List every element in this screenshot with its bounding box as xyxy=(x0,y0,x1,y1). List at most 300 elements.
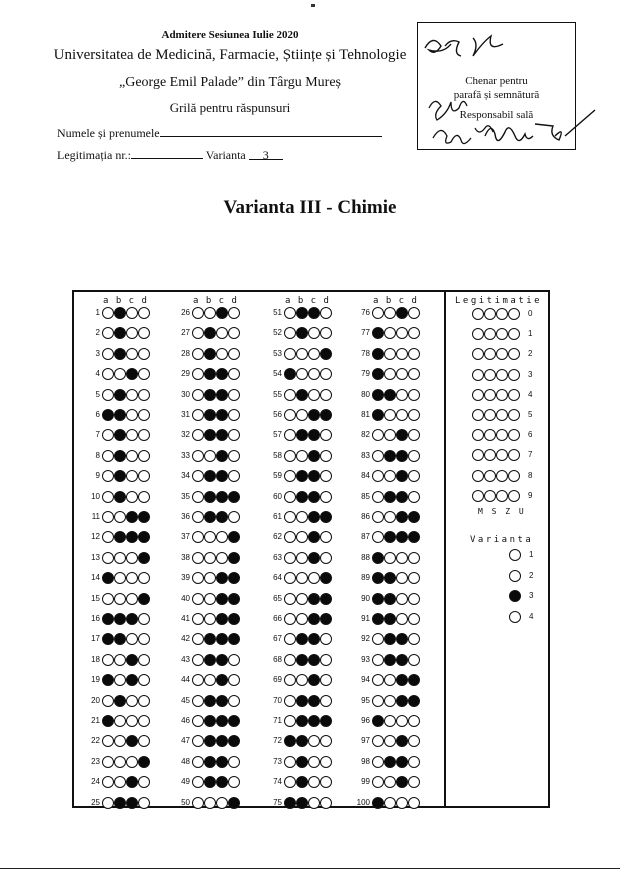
answer-bubble-45-b[interactable] xyxy=(204,695,216,707)
answer-bubble-40-c[interactable] xyxy=(216,593,228,605)
answer-bubble-55-c[interactable] xyxy=(308,389,320,401)
answer-bubble-55-b[interactable] xyxy=(296,389,308,401)
answer-bubble-37-d[interactable] xyxy=(228,531,240,543)
answer-bubble-58-c[interactable] xyxy=(308,450,320,462)
answer-bubble-55-d[interactable] xyxy=(320,389,332,401)
answer-bubble-17-a[interactable] xyxy=(102,633,114,645)
answer-bubble-50-b[interactable] xyxy=(204,797,216,809)
answer-bubble-61-c[interactable] xyxy=(308,511,320,523)
answer-bubble-100-b[interactable] xyxy=(384,797,396,809)
answer-bubble-11-d[interactable] xyxy=(138,511,150,523)
answer-bubble-24-c[interactable] xyxy=(126,776,138,788)
answer-bubble-12-b[interactable] xyxy=(114,531,126,543)
answer-bubble-76-a[interactable] xyxy=(372,307,384,319)
answer-bubble-30-d[interactable] xyxy=(228,389,240,401)
answer-bubble-13-c[interactable] xyxy=(126,552,138,564)
answer-bubble-66-b[interactable] xyxy=(296,613,308,625)
answer-bubble-71-b[interactable] xyxy=(296,715,308,727)
answer-bubble-40-b[interactable] xyxy=(204,593,216,605)
legitimatie-bubble-8-3[interactable] xyxy=(496,470,508,482)
answer-bubble-23-a[interactable] xyxy=(102,756,114,768)
answer-bubble-6-c[interactable] xyxy=(126,409,138,421)
answer-bubble-2-a[interactable] xyxy=(102,327,114,339)
answer-bubble-91-d[interactable] xyxy=(408,613,420,625)
answer-bubble-31-c[interactable] xyxy=(216,409,228,421)
answer-bubble-90-c[interactable] xyxy=(396,593,408,605)
answer-bubble-92-b[interactable] xyxy=(384,633,396,645)
answer-bubble-42-c[interactable] xyxy=(216,633,228,645)
answer-bubble-80-c[interactable] xyxy=(396,389,408,401)
answer-bubble-1-d[interactable] xyxy=(138,307,150,319)
answer-bubble-61-b[interactable] xyxy=(296,511,308,523)
answer-bubble-18-c[interactable] xyxy=(126,654,138,666)
answer-bubble-26-c[interactable] xyxy=(216,307,228,319)
answer-bubble-5-d[interactable] xyxy=(138,389,150,401)
answer-bubble-64-c[interactable] xyxy=(308,572,320,584)
answer-bubble-64-b[interactable] xyxy=(296,572,308,584)
answer-bubble-24-b[interactable] xyxy=(114,776,126,788)
answer-bubble-46-b[interactable] xyxy=(204,715,216,727)
answer-bubble-89-b[interactable] xyxy=(384,572,396,584)
answer-bubble-54-a[interactable] xyxy=(284,368,296,380)
answer-bubble-44-c[interactable] xyxy=(216,674,228,686)
answer-bubble-54-b[interactable] xyxy=(296,368,308,380)
answer-bubble-100-a[interactable] xyxy=(372,797,384,809)
answer-bubble-6-b[interactable] xyxy=(114,409,126,421)
answer-bubble-83-c[interactable] xyxy=(396,450,408,462)
varianta-bubble-3[interactable] xyxy=(509,590,521,602)
answer-bubble-49-d[interactable] xyxy=(228,776,240,788)
answer-bubble-7-b[interactable] xyxy=(114,429,126,441)
answer-bubble-65-a[interactable] xyxy=(284,593,296,605)
answer-bubble-40-a[interactable] xyxy=(192,593,204,605)
name-field[interactable] xyxy=(57,125,382,141)
answer-bubble-7-a[interactable] xyxy=(102,429,114,441)
answer-bubble-25-d[interactable] xyxy=(138,797,150,809)
answer-bubble-97-a[interactable] xyxy=(372,735,384,747)
answer-bubble-59-c[interactable] xyxy=(308,470,320,482)
answer-bubble-98-a[interactable] xyxy=(372,756,384,768)
answer-bubble-18-b[interactable] xyxy=(114,654,126,666)
answer-bubble-18-a[interactable] xyxy=(102,654,114,666)
answer-bubble-43-d[interactable] xyxy=(228,654,240,666)
answer-bubble-77-c[interactable] xyxy=(396,327,408,339)
answer-bubble-25-c[interactable] xyxy=(126,797,138,809)
answer-bubble-97-d[interactable] xyxy=(408,735,420,747)
answer-bubble-9-d[interactable] xyxy=(138,470,150,482)
answer-bubble-57-c[interactable] xyxy=(308,429,320,441)
legitimatie-bubble-5-3[interactable] xyxy=(496,409,508,421)
answer-bubble-52-c[interactable] xyxy=(308,327,320,339)
answer-bubble-33-d[interactable] xyxy=(228,450,240,462)
answer-bubble-34-d[interactable] xyxy=(228,470,240,482)
answer-bubble-68-a[interactable] xyxy=(284,654,296,666)
answer-bubble-10-c[interactable] xyxy=(126,491,138,503)
answer-bubble-66-a[interactable] xyxy=(284,613,296,625)
answer-bubble-70-b[interactable] xyxy=(296,695,308,707)
answer-bubble-69-a[interactable] xyxy=(284,674,296,686)
answer-bubble-67-a[interactable] xyxy=(284,633,296,645)
answer-bubble-90-d[interactable] xyxy=(408,593,420,605)
legitimatie-bubble-3-2[interactable] xyxy=(484,369,496,381)
answer-bubble-26-a[interactable] xyxy=(192,307,204,319)
answer-bubble-54-c[interactable] xyxy=(308,368,320,380)
answer-bubble-73-a[interactable] xyxy=(284,756,296,768)
answer-bubble-75-d[interactable] xyxy=(320,797,332,809)
answer-bubble-5-b[interactable] xyxy=(114,389,126,401)
answer-bubble-60-b[interactable] xyxy=(296,491,308,503)
legitimatie-bubble-3-3[interactable] xyxy=(496,369,508,381)
name-input-line[interactable] xyxy=(160,125,382,137)
answer-bubble-25-a[interactable] xyxy=(102,797,114,809)
answer-bubble-48-a[interactable] xyxy=(192,756,204,768)
legitimatie-bubble-0-2[interactable] xyxy=(484,308,496,320)
answer-bubble-68-c[interactable] xyxy=(308,654,320,666)
answer-bubble-10-a[interactable] xyxy=(102,491,114,503)
answer-bubble-28-d[interactable] xyxy=(228,348,240,360)
answer-bubble-19-c[interactable] xyxy=(126,674,138,686)
answer-bubble-62-a[interactable] xyxy=(284,531,296,543)
answer-bubble-78-c[interactable] xyxy=(396,348,408,360)
answer-bubble-29-b[interactable] xyxy=(204,368,216,380)
answer-bubble-15-b[interactable] xyxy=(114,593,126,605)
answer-bubble-29-d[interactable] xyxy=(228,368,240,380)
legitimatie-bubble-9-3[interactable] xyxy=(496,490,508,502)
answer-bubble-22-c[interactable] xyxy=(126,735,138,747)
answer-bubble-88-d[interactable] xyxy=(408,552,420,564)
answer-bubble-8-b[interactable] xyxy=(114,450,126,462)
answer-bubble-84-d[interactable] xyxy=(408,470,420,482)
answer-bubble-93-a[interactable] xyxy=(372,654,384,666)
answer-bubble-32-a[interactable] xyxy=(192,429,204,441)
answer-bubble-2-d[interactable] xyxy=(138,327,150,339)
answer-bubble-92-d[interactable] xyxy=(408,633,420,645)
answer-bubble-98-b[interactable] xyxy=(384,756,396,768)
answer-bubble-20-c[interactable] xyxy=(126,695,138,707)
answer-bubble-39-c[interactable] xyxy=(216,572,228,584)
answer-bubble-29-a[interactable] xyxy=(192,368,204,380)
answer-bubble-28-a[interactable] xyxy=(192,348,204,360)
id-field[interactable] xyxy=(57,147,283,163)
answer-bubble-20-d[interactable] xyxy=(138,695,150,707)
answer-bubble-95-c[interactable] xyxy=(396,695,408,707)
answer-bubble-78-b[interactable] xyxy=(384,348,396,360)
answer-bubble-10-d[interactable] xyxy=(138,491,150,503)
answer-bubble-56-b[interactable] xyxy=(296,409,308,421)
answer-bubble-39-a[interactable] xyxy=(192,572,204,584)
answer-bubble-31-d[interactable] xyxy=(228,409,240,421)
answer-bubble-30-a[interactable] xyxy=(192,389,204,401)
answer-bubble-47-d[interactable] xyxy=(228,735,240,747)
answer-bubble-8-c[interactable] xyxy=(126,450,138,462)
answer-bubble-73-d[interactable] xyxy=(320,756,332,768)
answer-bubble-43-c[interactable] xyxy=(216,654,228,666)
answer-bubble-52-d[interactable] xyxy=(320,327,332,339)
answer-bubble-61-d[interactable] xyxy=(320,511,332,523)
answer-bubble-60-a[interactable] xyxy=(284,491,296,503)
answer-bubble-56-c[interactable] xyxy=(308,409,320,421)
answer-bubble-71-d[interactable] xyxy=(320,715,332,727)
answer-bubble-79-c[interactable] xyxy=(396,368,408,380)
answer-bubble-83-a[interactable] xyxy=(372,450,384,462)
legitimatie-bubble-9-4[interactable] xyxy=(508,490,520,502)
answer-bubble-39-b[interactable] xyxy=(204,572,216,584)
answer-bubble-40-d[interactable] xyxy=(228,593,240,605)
answer-bubble-33-a[interactable] xyxy=(192,450,204,462)
answer-bubble-53-a[interactable] xyxy=(284,348,296,360)
legitimatie-bubble-8-1[interactable] xyxy=(472,470,484,482)
answer-bubble-71-a[interactable] xyxy=(284,715,296,727)
answer-bubble-2-c[interactable] xyxy=(126,327,138,339)
answer-bubble-50-d[interactable] xyxy=(228,797,240,809)
answer-bubble-19-d[interactable] xyxy=(138,674,150,686)
answer-bubble-32-c[interactable] xyxy=(216,429,228,441)
answer-bubble-70-a[interactable] xyxy=(284,695,296,707)
answer-bubble-38-b[interactable] xyxy=(204,552,216,564)
answer-bubble-66-c[interactable] xyxy=(308,613,320,625)
answer-bubble-34-a[interactable] xyxy=(192,470,204,482)
answer-bubble-58-b[interactable] xyxy=(296,450,308,462)
answer-bubble-59-a[interactable] xyxy=(284,470,296,482)
answer-bubble-82-a[interactable] xyxy=(372,429,384,441)
answer-bubble-55-a[interactable] xyxy=(284,389,296,401)
answer-bubble-68-b[interactable] xyxy=(296,654,308,666)
answer-bubble-72-a[interactable] xyxy=(284,735,296,747)
answer-bubble-28-c[interactable] xyxy=(216,348,228,360)
answer-bubble-21-a[interactable] xyxy=(102,715,114,727)
answer-bubble-70-c[interactable] xyxy=(308,695,320,707)
answer-bubble-72-b[interactable] xyxy=(296,735,308,747)
answer-bubble-65-c[interactable] xyxy=(308,593,320,605)
answer-bubble-51-a[interactable] xyxy=(284,307,296,319)
answer-bubble-59-d[interactable] xyxy=(320,470,332,482)
answer-bubble-84-c[interactable] xyxy=(396,470,408,482)
answer-bubble-51-b[interactable] xyxy=(296,307,308,319)
answer-bubble-63-c[interactable] xyxy=(308,552,320,564)
answer-bubble-88-b[interactable] xyxy=(384,552,396,564)
answer-bubble-17-b[interactable] xyxy=(114,633,126,645)
answer-bubble-93-b[interactable] xyxy=(384,654,396,666)
answer-bubble-41-c[interactable] xyxy=(216,613,228,625)
answer-bubble-50-a[interactable] xyxy=(192,797,204,809)
answer-bubble-85-c[interactable] xyxy=(396,491,408,503)
answer-bubble-76-c[interactable] xyxy=(396,307,408,319)
answer-bubble-22-a[interactable] xyxy=(102,735,114,747)
answer-bubble-92-a[interactable] xyxy=(372,633,384,645)
answer-bubble-43-a[interactable] xyxy=(192,654,204,666)
answer-bubble-75-b[interactable] xyxy=(296,797,308,809)
answer-bubble-9-a[interactable] xyxy=(102,470,114,482)
answer-bubble-73-b[interactable] xyxy=(296,756,308,768)
answer-bubble-83-d[interactable] xyxy=(408,450,420,462)
answer-bubble-86-c[interactable] xyxy=(396,511,408,523)
answer-bubble-47-a[interactable] xyxy=(192,735,204,747)
answer-bubble-67-d[interactable] xyxy=(320,633,332,645)
answer-bubble-47-b[interactable] xyxy=(204,735,216,747)
answer-bubble-72-c[interactable] xyxy=(308,735,320,747)
answer-bubble-78-d[interactable] xyxy=(408,348,420,360)
answer-bubble-4-a[interactable] xyxy=(102,368,114,380)
answer-bubble-74-c[interactable] xyxy=(308,776,320,788)
legitimatie-bubble-4-1[interactable] xyxy=(472,389,484,401)
answer-bubble-36-c[interactable] xyxy=(216,511,228,523)
answer-bubble-95-a[interactable] xyxy=(372,695,384,707)
legitimatie-bubble-8-4[interactable] xyxy=(508,470,520,482)
answer-bubble-86-d[interactable] xyxy=(408,511,420,523)
legitimatie-bubble-0-1[interactable] xyxy=(472,308,484,320)
answer-bubble-77-b[interactable] xyxy=(384,327,396,339)
legitimatie-bubble-5-4[interactable] xyxy=(508,409,520,421)
answer-bubble-23-d[interactable] xyxy=(138,756,150,768)
answer-bubble-53-b[interactable] xyxy=(296,348,308,360)
answer-bubble-8-d[interactable] xyxy=(138,450,150,462)
answer-bubble-59-b[interactable] xyxy=(296,470,308,482)
answer-bubble-53-c[interactable] xyxy=(308,348,320,360)
answer-bubble-84-b[interactable] xyxy=(384,470,396,482)
answer-bubble-87-d[interactable] xyxy=(408,531,420,543)
answer-bubble-96-b[interactable] xyxy=(384,715,396,727)
answer-bubble-35-b[interactable] xyxy=(204,491,216,503)
answer-bubble-100-d[interactable] xyxy=(408,797,420,809)
answer-bubble-24-a[interactable] xyxy=(102,776,114,788)
answer-bubble-69-c[interactable] xyxy=(308,674,320,686)
answer-bubble-11-b[interactable] xyxy=(114,511,126,523)
answer-bubble-34-c[interactable] xyxy=(216,470,228,482)
answer-bubble-13-b[interactable] xyxy=(114,552,126,564)
answer-bubble-67-b[interactable] xyxy=(296,633,308,645)
legitimatie-bubble-4-4[interactable] xyxy=(508,389,520,401)
answer-bubble-27-c[interactable] xyxy=(216,327,228,339)
answer-bubble-35-c[interactable] xyxy=(216,491,228,503)
answer-bubble-36-d[interactable] xyxy=(228,511,240,523)
answer-bubble-51-d[interactable] xyxy=(320,307,332,319)
answer-bubble-51-c[interactable] xyxy=(308,307,320,319)
answer-bubble-94-c[interactable] xyxy=(396,674,408,686)
varianta-bubble-4[interactable] xyxy=(509,611,521,623)
answer-bubble-9-b[interactable] xyxy=(114,470,126,482)
answer-bubble-43-b[interactable] xyxy=(204,654,216,666)
answer-bubble-28-b[interactable] xyxy=(204,348,216,360)
answer-bubble-2-b[interactable] xyxy=(114,327,126,339)
varianta-bubble-2[interactable] xyxy=(509,570,521,582)
answer-bubble-58-d[interactable] xyxy=(320,450,332,462)
answer-bubble-12-d[interactable] xyxy=(138,531,150,543)
legitimatie-bubble-5-1[interactable] xyxy=(472,409,484,421)
answer-bubble-80-d[interactable] xyxy=(408,389,420,401)
answer-bubble-24-d[interactable] xyxy=(138,776,150,788)
answer-bubble-64-d[interactable] xyxy=(320,572,332,584)
answer-bubble-16-c[interactable] xyxy=(126,613,138,625)
answer-bubble-45-d[interactable] xyxy=(228,695,240,707)
answer-bubble-99-d[interactable] xyxy=(408,776,420,788)
answer-bubble-71-c[interactable] xyxy=(308,715,320,727)
answer-bubble-32-b[interactable] xyxy=(204,429,216,441)
answer-bubble-56-a[interactable] xyxy=(284,409,296,421)
answer-bubble-64-a[interactable] xyxy=(284,572,296,584)
answer-bubble-1-c[interactable] xyxy=(126,307,138,319)
answer-bubble-67-c[interactable] xyxy=(308,633,320,645)
answer-bubble-7-d[interactable] xyxy=(138,429,150,441)
answer-bubble-70-d[interactable] xyxy=(320,695,332,707)
answer-bubble-41-a[interactable] xyxy=(192,613,204,625)
answer-bubble-95-b[interactable] xyxy=(384,695,396,707)
answer-bubble-5-c[interactable] xyxy=(126,389,138,401)
answer-bubble-90-b[interactable] xyxy=(384,593,396,605)
legitimatie-bubble-4-2[interactable] xyxy=(484,389,496,401)
answer-bubble-19-b[interactable] xyxy=(114,674,126,686)
answer-bubble-17-d[interactable] xyxy=(138,633,150,645)
answer-bubble-37-c[interactable] xyxy=(216,531,228,543)
answer-bubble-85-d[interactable] xyxy=(408,491,420,503)
answer-bubble-44-d[interactable] xyxy=(228,674,240,686)
answer-bubble-13-a[interactable] xyxy=(102,552,114,564)
answer-bubble-66-d[interactable] xyxy=(320,613,332,625)
answer-bubble-79-a[interactable] xyxy=(372,368,384,380)
answer-bubble-86-a[interactable] xyxy=(372,511,384,523)
answer-bubble-23-b[interactable] xyxy=(114,756,126,768)
answer-bubble-38-c[interactable] xyxy=(216,552,228,564)
answer-bubble-69-b[interactable] xyxy=(296,674,308,686)
answer-bubble-17-c[interactable] xyxy=(126,633,138,645)
answer-bubble-72-d[interactable] xyxy=(320,735,332,747)
answer-bubble-65-d[interactable] xyxy=(320,593,332,605)
answer-bubble-96-a[interactable] xyxy=(372,715,384,727)
answer-bubble-13-d[interactable] xyxy=(138,552,150,564)
answer-bubble-31-a[interactable] xyxy=(192,409,204,421)
legitimatie-bubble-3-4[interactable] xyxy=(508,369,520,381)
answer-bubble-20-a[interactable] xyxy=(102,695,114,707)
answer-bubble-99-b[interactable] xyxy=(384,776,396,788)
legitimatie-bubble-5-2[interactable] xyxy=(484,409,496,421)
legitimatie-bubble-4-3[interactable] xyxy=(496,389,508,401)
answer-bubble-7-c[interactable] xyxy=(126,429,138,441)
answer-bubble-57-d[interactable] xyxy=(320,429,332,441)
legitimatie-bubble-8-2[interactable] xyxy=(484,470,496,482)
answer-bubble-35-d[interactable] xyxy=(228,491,240,503)
answer-bubble-22-d[interactable] xyxy=(138,735,150,747)
answer-bubble-45-a[interactable] xyxy=(192,695,204,707)
answer-bubble-21-d[interactable] xyxy=(138,715,150,727)
answer-bubble-89-a[interactable] xyxy=(372,572,384,584)
legitimatie-bubble-9-2[interactable] xyxy=(484,490,496,502)
answer-bubble-41-b[interactable] xyxy=(204,613,216,625)
answer-bubble-80-b[interactable] xyxy=(384,389,396,401)
answer-bubble-86-b[interactable] xyxy=(384,511,396,523)
answer-bubble-26-b[interactable] xyxy=(204,307,216,319)
answer-bubble-81-d[interactable] xyxy=(408,409,420,421)
answer-bubble-48-b[interactable] xyxy=(204,756,216,768)
answer-bubble-14-a[interactable] xyxy=(102,572,114,584)
answer-bubble-54-d[interactable] xyxy=(320,368,332,380)
answer-bubble-6-a[interactable] xyxy=(102,409,114,421)
answer-bubble-36-a[interactable] xyxy=(192,511,204,523)
answer-bubble-89-c[interactable] xyxy=(396,572,408,584)
answer-bubble-3-d[interactable] xyxy=(138,348,150,360)
answer-bubble-97-c[interactable] xyxy=(396,735,408,747)
answer-bubble-84-a[interactable] xyxy=(372,470,384,482)
answer-bubble-48-d[interactable] xyxy=(228,756,240,768)
answer-bubble-63-b[interactable] xyxy=(296,552,308,564)
answer-bubble-15-a[interactable] xyxy=(102,593,114,605)
answer-bubble-94-d[interactable] xyxy=(408,674,420,686)
answer-bubble-10-b[interactable] xyxy=(114,491,126,503)
answer-bubble-88-c[interactable] xyxy=(396,552,408,564)
answer-bubble-60-c[interactable] xyxy=(308,491,320,503)
answer-bubble-57-a[interactable] xyxy=(284,429,296,441)
answer-bubble-58-a[interactable] xyxy=(284,450,296,462)
answer-bubble-3-c[interactable] xyxy=(126,348,138,360)
answer-bubble-42-b[interactable] xyxy=(204,633,216,645)
